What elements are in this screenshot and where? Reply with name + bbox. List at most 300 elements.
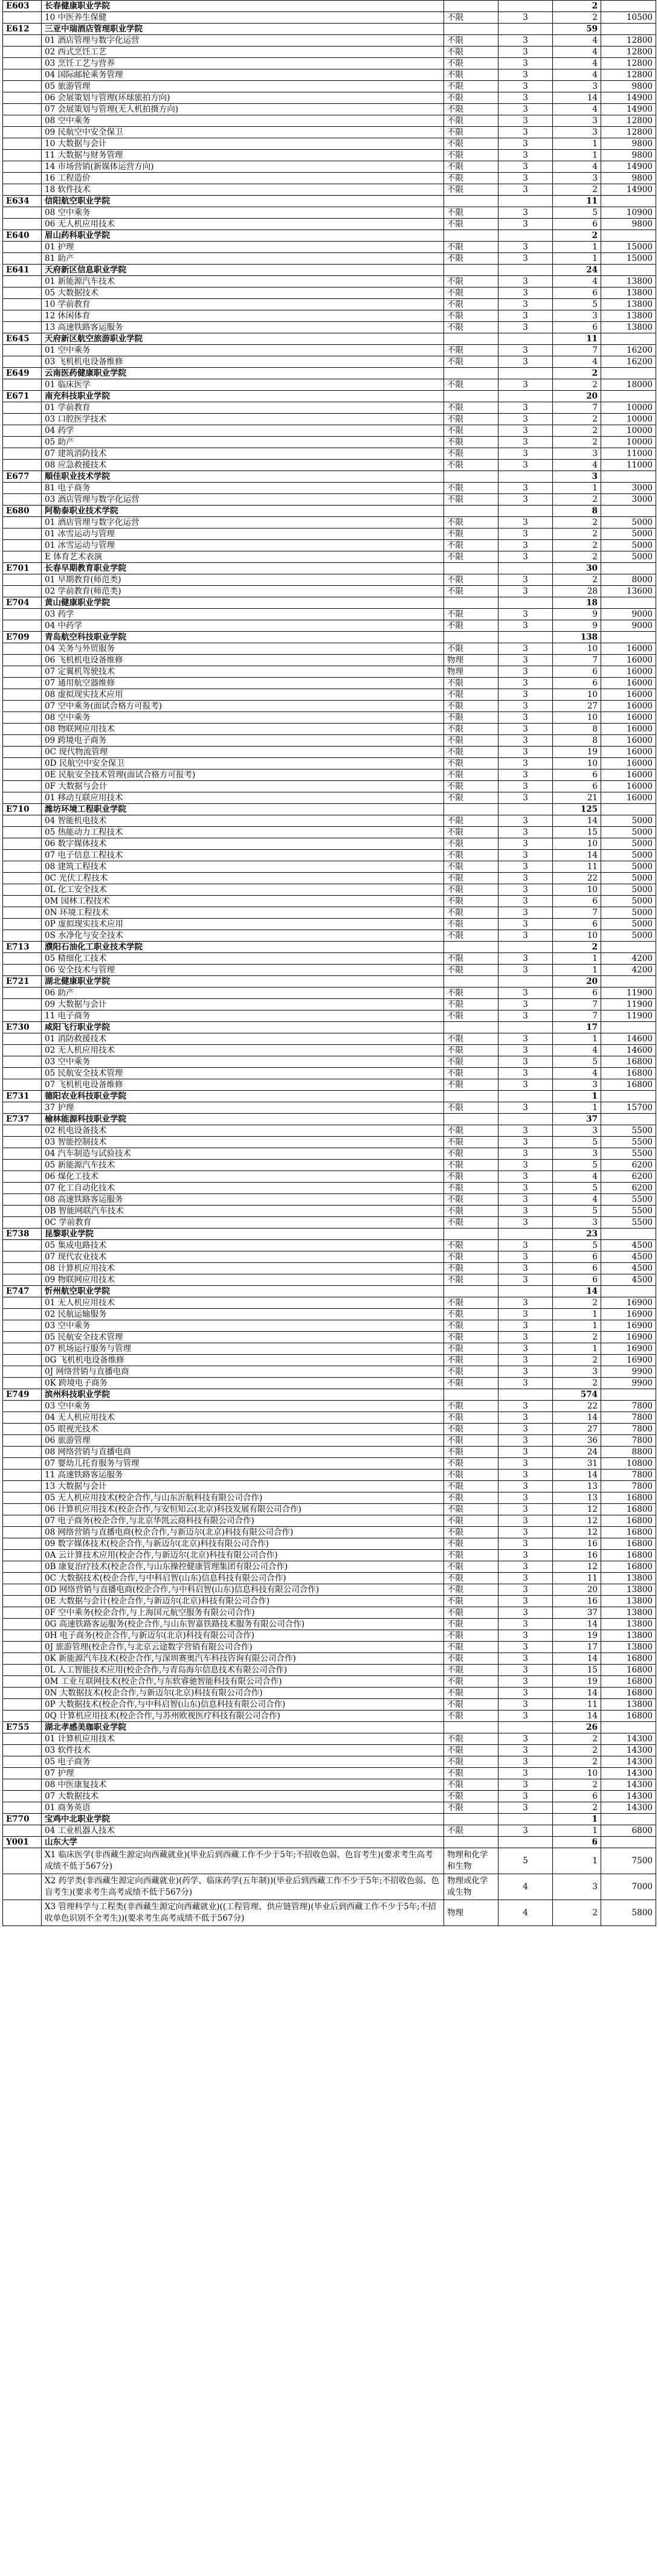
code-cell — [3, 1584, 42, 1596]
study-years: 3 — [498, 1355, 553, 1366]
major-row — [3, 184, 656, 196]
subject-requirement: 不限 — [444, 460, 498, 471]
major-name: 05 大数据技术 — [42, 287, 444, 299]
code-cell — [3, 620, 42, 632]
major-name: 02 民航运输服务 — [42, 1309, 444, 1320]
major-row — [3, 402, 656, 414]
subject-requirement: 不限 — [444, 379, 498, 391]
tuition-fee: 5000 — [601, 838, 656, 850]
school-name: 南充科技职业学院 — [42, 391, 444, 402]
code-cell — [3, 356, 42, 368]
subject-requirement: 不限 — [444, 127, 498, 138]
major-name: 0L 化工安全技术 — [42, 884, 444, 896]
major-row — [3, 1045, 656, 1056]
subject-requirement: 不限 — [444, 402, 498, 414]
plan-count: 1 — [553, 150, 601, 161]
code-cell — [3, 1102, 42, 1114]
tuition-fee: 5000 — [601, 919, 656, 930]
tuition-fee: 10000 — [601, 437, 656, 448]
plan-count: 12 — [553, 1515, 601, 1527]
subject-requirement: 不限 — [444, 712, 498, 724]
school-name: 三亚中瑞酒店管理职业学院 — [42, 24, 444, 35]
major-name: 06 飞机机电设备维修 — [42, 655, 444, 666]
subject-requirement: 不限 — [444, 747, 498, 758]
subject-requirement: 不限 — [444, 1550, 498, 1561]
major-row — [3, 276, 656, 287]
tuition-fee: 8000 — [601, 574, 656, 586]
school-row — [3, 333, 656, 345]
plan-count: 6 — [553, 769, 601, 781]
code-cell — [3, 1010, 42, 1022]
study-years: 3 — [498, 1171, 553, 1183]
plan-count: 2 — [553, 540, 601, 551]
school-code: E738 — [3, 1229, 42, 1240]
code-cell — [3, 1596, 42, 1607]
major-row — [3, 299, 656, 310]
major-name: 0N 环境工程技术 — [42, 907, 444, 919]
code-cell — [3, 1183, 42, 1194]
plan-count: 22 — [553, 1401, 601, 1412]
major-row — [3, 689, 656, 701]
subject-requirement: 不限 — [444, 1045, 498, 1056]
major-row — [3, 1607, 656, 1619]
study-years: 3 — [498, 1596, 553, 1607]
study-years: 3 — [498, 310, 553, 322]
school-name: 榆林能源科技职业学院 — [42, 1114, 444, 1125]
code-cell — [3, 1688, 42, 1699]
major-name: 06 旅游管理 — [42, 1435, 444, 1447]
study-years: 3 — [498, 287, 553, 299]
school-plan-total: 17 — [553, 1022, 601, 1033]
subject-requirement: 不限 — [444, 1733, 498, 1745]
subject-requirement: 不限 — [444, 1343, 498, 1355]
plan-count: 1 — [553, 242, 601, 253]
subject-requirement: 不限 — [444, 310, 498, 322]
major-name: 05 无人机应用技术(校企合作,与山东沂航科技有限公司合作) — [42, 1492, 444, 1504]
major-row — [3, 1469, 656, 1481]
plan-count: 2 — [553, 1900, 601, 1926]
years-cell — [498, 1814, 553, 1825]
major-name: 04 智能机电技术 — [42, 815, 444, 827]
tuition-fee: 14900 — [601, 104, 656, 115]
plan-count: 3 — [553, 1366, 601, 1378]
tuition-fee: 16000 — [601, 792, 656, 804]
plan-count: 16 — [553, 1538, 601, 1550]
subject-requirement: 不限 — [444, 1768, 498, 1779]
subject-requirement: 不限 — [444, 873, 498, 884]
code-cell — [3, 896, 42, 907]
tuition-fee: 5000 — [601, 540, 656, 551]
tuition-fee: 18000 — [601, 379, 656, 391]
plan-count: 21 — [553, 792, 601, 804]
fee-cell — [601, 196, 656, 207]
major-name: 08 网络营销与直播电商(校企合作,与新迈尔(北京)科技有限公司合作) — [42, 1527, 444, 1538]
school-plan-total: 3 — [553, 471, 601, 483]
tuition-fee: 12800 — [601, 35, 656, 47]
code-cell — [3, 861, 42, 873]
study-years: 3 — [498, 930, 553, 942]
major-row — [3, 1848, 656, 1874]
fee-cell — [601, 24, 656, 35]
tuition-fee: 5500 — [601, 1206, 656, 1217]
major-name: 0S 水净化与安全技术 — [42, 930, 444, 942]
years-cell — [498, 196, 553, 207]
plan-count: 6 — [553, 988, 601, 999]
study-years: 3 — [498, 1492, 553, 1504]
major-name: 07 电子商务(校企合作,与北京华凯云商科技有限公司合作) — [42, 1515, 444, 1527]
school-code: E677 — [3, 471, 42, 483]
major-name: X1 临床医学(非西藏生源定向西藏就业)(毕业后到西藏工作不少于5年;不招收色弱、色盲考生)(要求考生高考成绩不低于567分) — [42, 1848, 444, 1874]
plan-count: 4 — [553, 460, 601, 471]
code-cell — [3, 907, 42, 919]
subject-requirement: 不限 — [444, 1538, 498, 1550]
plan-count: 2 — [553, 425, 601, 437]
fee-cell — [601, 333, 656, 345]
subject-cell — [444, 391, 498, 402]
tuition-fee: 13800 — [601, 1596, 656, 1607]
subject-requirement: 不限 — [444, 1401, 498, 1412]
school-row — [3, 1022, 656, 1033]
subject-requirement: 不限 — [444, 287, 498, 299]
subject-requirement: 不限 — [444, 414, 498, 425]
study-years: 3 — [498, 758, 553, 769]
fee-cell — [601, 1091, 656, 1102]
school-plan-total: 2 — [553, 942, 601, 953]
tuition-fee: 13800 — [601, 1619, 656, 1630]
code-cell — [3, 1900, 42, 1926]
code-cell — [3, 81, 42, 92]
study-years: 3 — [498, 1791, 553, 1802]
plan-count: 6 — [553, 781, 601, 792]
code-cell — [3, 1699, 42, 1710]
code-cell — [3, 1033, 42, 1045]
tuition-fee: 16800 — [601, 1653, 656, 1665]
study-years: 3 — [498, 1125, 553, 1137]
school-code: E649 — [3, 368, 42, 379]
plan-count: 10 — [553, 930, 601, 942]
school-row — [3, 1229, 656, 1240]
study-years: 3 — [498, 1045, 553, 1056]
major-name: 0C 学前教育 — [42, 1217, 444, 1229]
subject-requirement: 不限 — [444, 1160, 498, 1171]
study-years: 3 — [498, 104, 553, 115]
subject-cell — [444, 368, 498, 379]
subject-requirement: 不限 — [444, 850, 498, 861]
subject-cell — [444, 563, 498, 574]
plan-count: 14 — [553, 1619, 601, 1630]
study-years: 3 — [498, 1056, 553, 1068]
code-cell — [3, 792, 42, 804]
tuition-fee: 12800 — [601, 47, 656, 58]
study-years: 3 — [498, 1584, 553, 1596]
major-name: 01 空中乘务 — [42, 345, 444, 356]
subject-requirement: 不限 — [444, 1217, 498, 1229]
major-name: 01 消防救援技术 — [42, 1033, 444, 1045]
study-years: 3 — [498, 1206, 553, 1217]
plan-count: 6 — [553, 678, 601, 689]
tuition-fee: 5000 — [601, 873, 656, 884]
tuition-fee: 14900 — [601, 161, 656, 173]
school-row — [3, 1814, 656, 1825]
years-cell — [498, 230, 553, 242]
fee-cell — [601, 804, 656, 815]
major-row — [3, 150, 656, 161]
study-years: 3 — [498, 1435, 553, 1447]
plan-count: 22 — [553, 873, 601, 884]
major-row — [3, 1745, 656, 1756]
subject-cell — [444, 24, 498, 35]
tuition-fee: 9800 — [601, 81, 656, 92]
tuition-fee: 16000 — [601, 655, 656, 666]
school-code: E640 — [3, 230, 42, 242]
subject-requirement: 不限 — [444, 689, 498, 701]
plan-count: 12 — [553, 1504, 601, 1515]
major-row — [3, 1148, 656, 1160]
tuition-fee: 16800 — [601, 1068, 656, 1079]
subject-cell — [444, 230, 498, 242]
subject-requirement: 物理或化学或生物 — [444, 1874, 498, 1900]
tuition-fee: 9800 — [601, 138, 656, 150]
major-name: 07 通用航空器维修 — [42, 678, 444, 689]
years-cell — [498, 333, 553, 345]
tuition-fee: 5000 — [601, 517, 656, 528]
study-years: 3 — [498, 781, 553, 792]
years-cell — [498, 1286, 553, 1297]
subject-requirement: 不限 — [444, 494, 498, 506]
major-row — [3, 173, 656, 184]
tuition-fee: 14300 — [601, 1802, 656, 1814]
study-years: 3 — [498, 276, 553, 287]
major-name: 07 机场运行服务与管理 — [42, 1343, 444, 1355]
study-years: 3 — [498, 1378, 553, 1389]
tuition-fee: 6200 — [601, 1171, 656, 1183]
code-cell — [3, 1492, 42, 1504]
major-name: 05 集成电路技术 — [42, 1240, 444, 1251]
major-name: 09 民航空中安全保卫 — [42, 127, 444, 138]
fee-cell — [601, 976, 656, 988]
subject-requirement: 不限 — [444, 999, 498, 1010]
major-name: 03 药学 — [42, 609, 444, 620]
school-name: 信阳航空职业学院 — [42, 196, 444, 207]
plan-count: 2 — [553, 494, 601, 506]
tuition-fee: 16000 — [601, 701, 656, 712]
major-name: 0P 大数据技术(校企合作,与中科启智(山东)信息科技有限公司合作) — [42, 1699, 444, 1710]
major-name: 07 电子信息工程技术 — [42, 850, 444, 861]
major-name: 02 无人机应用技术 — [42, 1045, 444, 1056]
school-code: E701 — [3, 563, 42, 574]
code-cell — [3, 115, 42, 127]
school-name: 湖北孝感美珈职业学院 — [42, 1722, 444, 1733]
study-years: 3 — [498, 115, 553, 127]
major-name: 06 无人机应用技术 — [42, 219, 444, 230]
tuition-fee: 5000 — [601, 850, 656, 861]
subject-requirement: 不限 — [444, 219, 498, 230]
code-cell — [3, 1665, 42, 1676]
tuition-fee: 9800 — [601, 219, 656, 230]
major-name: 0B 康复治疗技术(校企合作,与山东操控健康管理集团有限公司合作) — [42, 1561, 444, 1573]
school-code: E730 — [3, 1022, 42, 1033]
plan-count: 10 — [553, 838, 601, 850]
subject-requirement: 物理 — [444, 666, 498, 678]
major-row — [3, 219, 656, 230]
plan-count: 2 — [553, 184, 601, 196]
major-row — [3, 1263, 656, 1274]
subject-requirement: 不限 — [444, 758, 498, 769]
subject-requirement: 不限 — [444, 827, 498, 838]
major-name: 10 中医养生保健 — [42, 12, 444, 24]
plan-count: 14 — [553, 815, 601, 827]
tuition-fee: 15700 — [601, 1102, 656, 1114]
school-row — [3, 391, 656, 402]
subject-cell — [444, 1229, 498, 1240]
study-years: 3 — [498, 574, 553, 586]
study-years: 3 — [498, 586, 553, 597]
study-years: 3 — [498, 1676, 553, 1688]
code-cell — [3, 1366, 42, 1378]
school-plan-total: 30 — [553, 563, 601, 574]
major-row — [3, 1010, 656, 1022]
study-years: 3 — [498, 1653, 553, 1665]
school-row — [3, 804, 656, 815]
major-name: 01 酒店管理与数字化运营 — [42, 35, 444, 47]
study-years: 3 — [498, 219, 553, 230]
code-cell — [3, 1332, 42, 1343]
major-row — [3, 253, 656, 265]
plan-count: 5 — [553, 299, 601, 310]
study-years: 3 — [498, 1412, 553, 1424]
plan-count: 11 — [553, 1573, 601, 1584]
tuition-fee: 8800 — [601, 1447, 656, 1458]
plan-count: 6 — [553, 1263, 601, 1274]
plan-count: 10 — [553, 884, 601, 896]
school-row — [3, 196, 656, 207]
subject-requirement: 不限 — [444, 1699, 498, 1710]
major-name: 03 空中乘务 — [42, 1401, 444, 1412]
school-name: 潍坊环境工程职业学院 — [42, 804, 444, 815]
school-row — [3, 597, 656, 609]
study-years: 3 — [498, 735, 553, 747]
plan-count: 14 — [553, 92, 601, 104]
fee-cell — [601, 597, 656, 609]
study-years: 3 — [498, 1481, 553, 1492]
study-years: 3 — [498, 769, 553, 781]
school-plan-total: 6 — [553, 1837, 601, 1848]
study-years: 3 — [498, 747, 553, 758]
code-cell — [3, 1802, 42, 1814]
study-years: 3 — [498, 1068, 553, 1079]
tuition-fee: 16200 — [601, 345, 656, 356]
major-name: 14 市场营销(新媒体运营方向) — [42, 161, 444, 173]
study-years: 3 — [498, 1309, 553, 1320]
school-name: 云南医药健康职业学院 — [42, 368, 444, 379]
study-years: 3 — [498, 1251, 553, 1263]
code-cell — [3, 1653, 42, 1665]
subject-requirement: 不限 — [444, 953, 498, 965]
code-cell — [3, 517, 42, 528]
major-name: 08 网络营销与直播电商 — [42, 1447, 444, 1458]
major-name: 06 数字媒体技术 — [42, 838, 444, 850]
tuition-fee: 16000 — [601, 769, 656, 781]
tuition-fee: 13800 — [601, 276, 656, 287]
major-name: 01 移动互联应用技术 — [42, 792, 444, 804]
plan-count: 24 — [553, 1447, 601, 1458]
code-cell — [3, 184, 42, 196]
tuition-fee: 11000 — [601, 460, 656, 471]
study-years: 3 — [498, 861, 553, 873]
major-row — [3, 1492, 656, 1504]
major-row — [3, 540, 656, 551]
major-name: 03 空中乘务 — [42, 1320, 444, 1332]
study-years: 3 — [498, 953, 553, 965]
major-row — [3, 425, 656, 437]
subject-requirement: 不限 — [444, 815, 498, 827]
fee-cell — [601, 391, 656, 402]
tuition-fee: 16000 — [601, 666, 656, 678]
major-name: 01 早期教育(师范类) — [42, 574, 444, 586]
subject-requirement: 不限 — [444, 207, 498, 219]
school-name: 黄山健康职业学院 — [42, 597, 444, 609]
major-name: 07 飞机机电设备维修 — [42, 1079, 444, 1091]
school-code: E709 — [3, 632, 42, 643]
major-name: 02 西式烹饪工艺 — [42, 47, 444, 58]
subject-requirement: 不限 — [444, 1102, 498, 1114]
major-row — [3, 1435, 656, 1447]
major-name: 05 助产 — [42, 437, 444, 448]
major-row — [3, 896, 656, 907]
subject-requirement: 不限 — [444, 1607, 498, 1619]
major-row — [3, 12, 656, 24]
tuition-fee: 16000 — [601, 678, 656, 689]
code-cell — [3, 437, 42, 448]
subject-requirement: 不限 — [444, 69, 498, 81]
study-years: 3 — [498, 1619, 553, 1630]
major-name: 0H 电子商务(校企合作,与新迈尔(北京)科技有限公司合作) — [42, 1630, 444, 1642]
tuition-fee: 16000 — [601, 758, 656, 769]
school-plan-total: 1 — [553, 1091, 601, 1102]
major-row — [3, 58, 656, 69]
tuition-fee: 14600 — [601, 1045, 656, 1056]
major-name: 08 建筑工程技术 — [42, 861, 444, 873]
tuition-fee: 16000 — [601, 781, 656, 792]
study-years: 3 — [498, 919, 553, 930]
tuition-fee: 16800 — [601, 1665, 656, 1676]
major-name: 01 冰雪运动与管理 — [42, 528, 444, 540]
subject-requirement: 不限 — [444, 988, 498, 999]
major-name: 09 大数据与会计 — [42, 999, 444, 1010]
plan-count: 14 — [553, 850, 601, 861]
plan-count: 7 — [553, 345, 601, 356]
major-row — [3, 1825, 656, 1837]
tuition-fee: 16900 — [601, 1320, 656, 1332]
school-row — [3, 471, 656, 483]
tuition-fee: 16800 — [601, 1710, 656, 1722]
subject-cell — [444, 597, 498, 609]
plan-count: 11 — [553, 1699, 601, 1710]
school-plan-total: 574 — [553, 1389, 601, 1401]
subject-requirement: 不限 — [444, 356, 498, 368]
tuition-fee: 16000 — [601, 712, 656, 724]
subject-requirement: 不限 — [444, 1584, 498, 1596]
major-row — [3, 586, 656, 597]
major-name: 05 民航安全技术管理 — [42, 1332, 444, 1343]
school-code: E747 — [3, 1286, 42, 1297]
major-row — [3, 1481, 656, 1492]
subject-requirement: 不限 — [444, 1332, 498, 1343]
code-cell — [3, 827, 42, 838]
tuition-fee: 13800 — [601, 1584, 656, 1596]
major-row — [3, 460, 656, 471]
subject-requirement: 物理 — [444, 655, 498, 666]
